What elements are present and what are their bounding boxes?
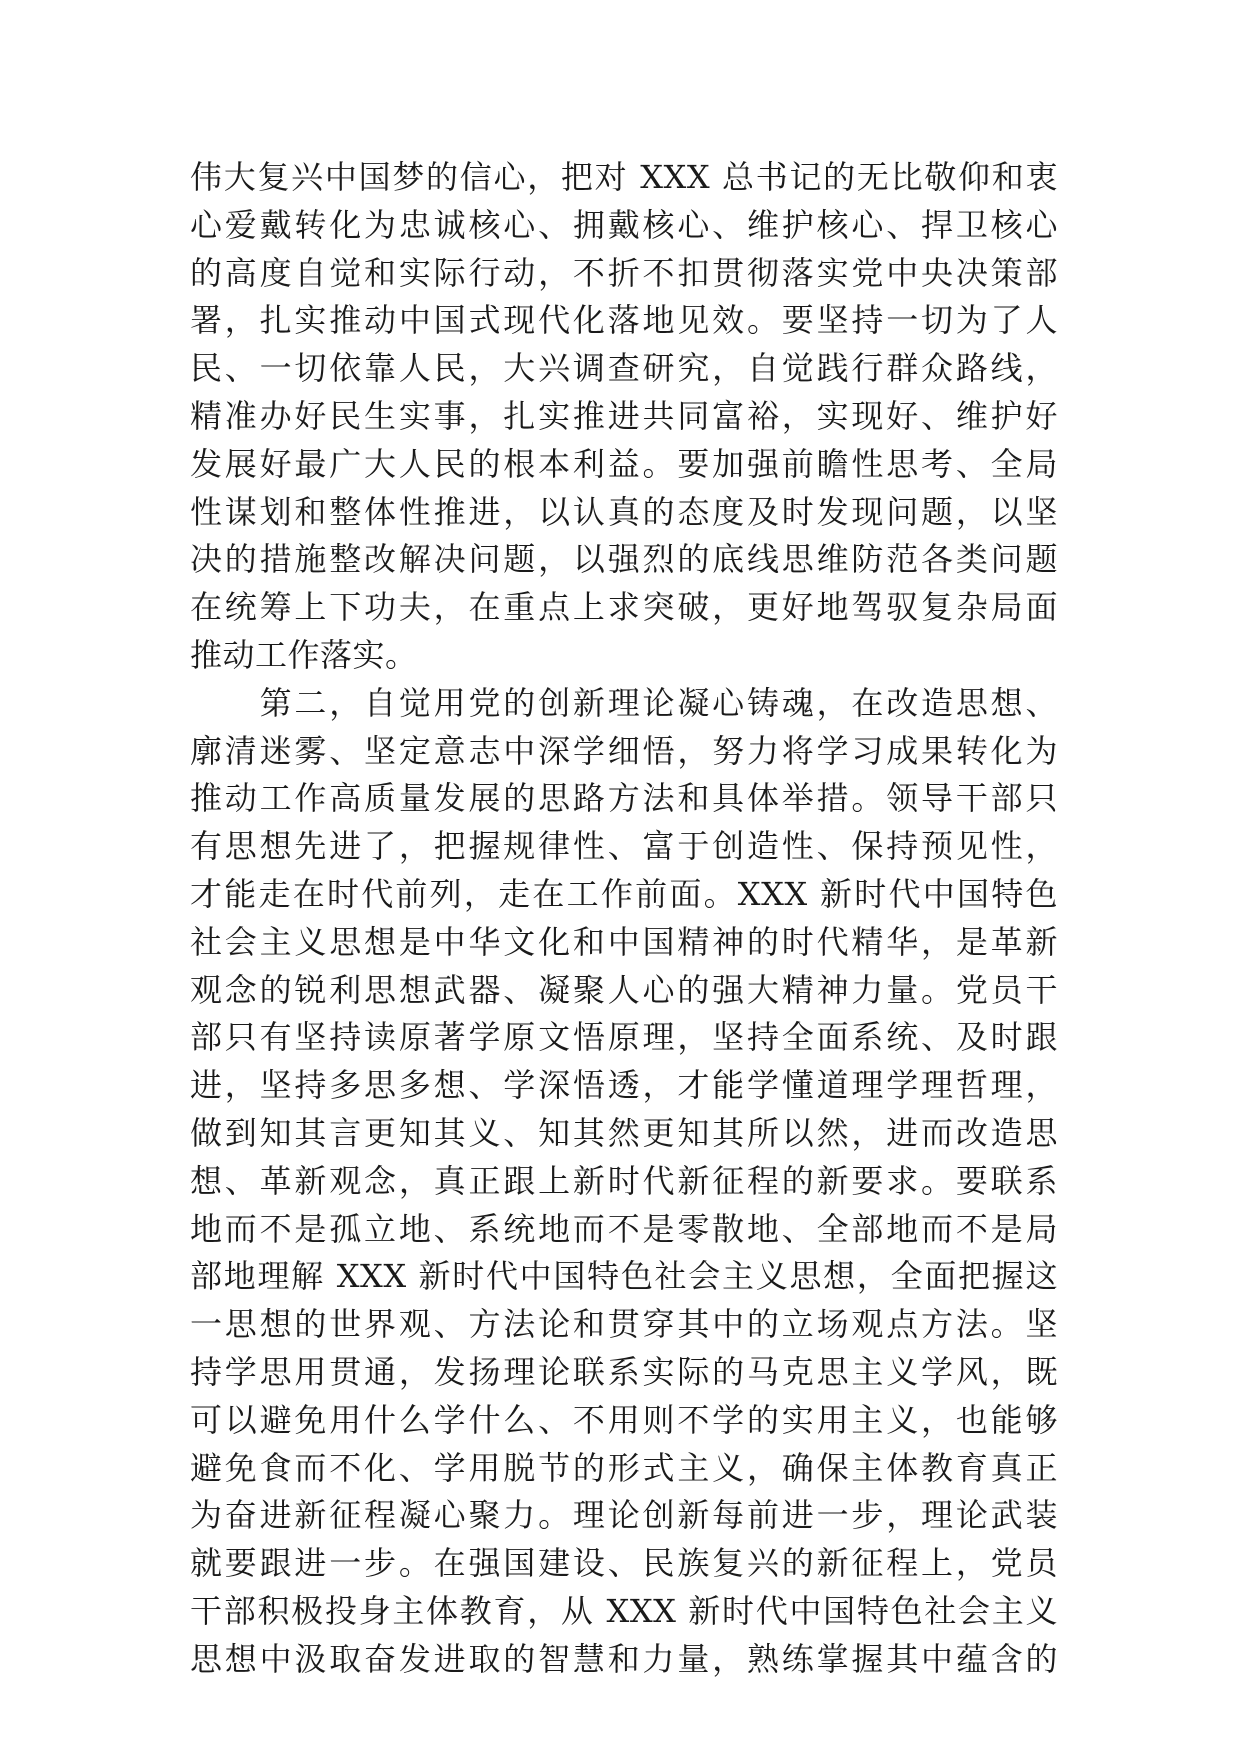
text-line: 精准办好民生实事，扎实推进共同富裕，实现好、维护好: [190, 396, 1058, 435]
text-line: 性谋划和整体性推进，以认真的态度及时发现问题，以坚: [190, 492, 1058, 531]
text-line: 有思想先进了，把握规律性、富于创造性、保持预见性，: [190, 827, 1058, 866]
text-line: 干部积极投身主体教育，从 XXX 新时代中国特色社会主义: [190, 1591, 1058, 1630]
paragraph-end-line: 推动工作落实。: [190, 635, 418, 674]
text-line: 署，扎实推动中国式现代化落地见效。要坚持一切为了人: [190, 301, 1058, 340]
text-line: 可以避免用什么学什么、不用则不学的实用主义，也能够: [190, 1400, 1058, 1439]
paragraph-start-line: 第二，自觉用党的创新理论凝心铸魂，在改造思想、: [190, 683, 1058, 722]
text-line: 部只有坚持读原著学原文悟原理，坚持全面系统、及时跟: [190, 1018, 1058, 1057]
text-line: 持学思用贯通，发扬理论联系实际的马克思主义学风，既: [190, 1352, 1058, 1391]
text-line: 为奋进新征程凝心聚力。理论创新每前进一步，理论武装: [190, 1496, 1058, 1535]
text-line: 伟大复兴中国梦的信心，把对 XXX 总书记的无比敬仰和衷: [190, 158, 1058, 196]
text-line: 推动工作高质量发展的思路方法和具体举措。领导干部只: [190, 779, 1058, 818]
text-line: 才能走在时代前列，走在工作前面。XXX 新时代中国特色: [190, 874, 1058, 913]
text-line: 观念的锐利思想武器、凝聚人心的强大精神力量。党员干: [190, 970, 1058, 1009]
text-line: 做到知其言更知其义、知其然更知其所以然，进而改造思: [190, 1113, 1058, 1152]
text-line: 思想中汲取奋发进取的智慧和力量，熟练掌握其中蕴含的: [190, 1639, 1058, 1678]
text-line: 避免食而不化、学用脱节的形式主义，确保主体教育真正: [190, 1448, 1058, 1487]
text-line: 的高度自觉和实际行动，不折不扣贯彻落实党中央决策部: [190, 253, 1058, 292]
text-line: 一思想的世界观、方法论和贯穿其中的立场观点方法。坚: [190, 1305, 1058, 1344]
text-line: 心爱戴转化为忠诚核心、拥戴核心、维护核心、捍卫核心: [190, 205, 1058, 244]
body-text: [190, 154, 1058, 1684]
text-line: 进，坚持多思多想、学深悟透，才能学懂道理学理哲理，: [190, 1066, 1058, 1105]
text-line: 部地理解 XXX 新时代中国特色社会主义思想，全面把握这: [190, 1257, 1058, 1296]
text-line: 社会主义思想是中华文化和中国精神的时代精华，是革新: [190, 922, 1058, 961]
text-line: 就要跟进一步。在强国建设、民族复兴的新征程上，党员: [190, 1544, 1058, 1583]
text-line: 发展好最广大人民的根本利益。要加强前瞻性思考、全局: [190, 444, 1058, 483]
text-line: 地而不是孤立地、系统地而不是零散地、全部地而不是局: [190, 1209, 1058, 1248]
text-line: 廓清迷雾、坚定意志中深学细悟，努力将学习成果转化为: [190, 731, 1058, 770]
text-line: 决的措施整改解决问题，以强烈的底线思维防范各类问题: [190, 540, 1058, 579]
text-line: 想、革新观念，真正跟上新时代新征程的新要求。要联系: [190, 1161, 1058, 1200]
text-line: 民、一切依靠人民，大兴调查研究，自觉践行群众路线，: [190, 349, 1058, 388]
text-line: 在统筹上下功夫，在重点上求突破，更好地驾驭复杂局面: [190, 588, 1058, 627]
